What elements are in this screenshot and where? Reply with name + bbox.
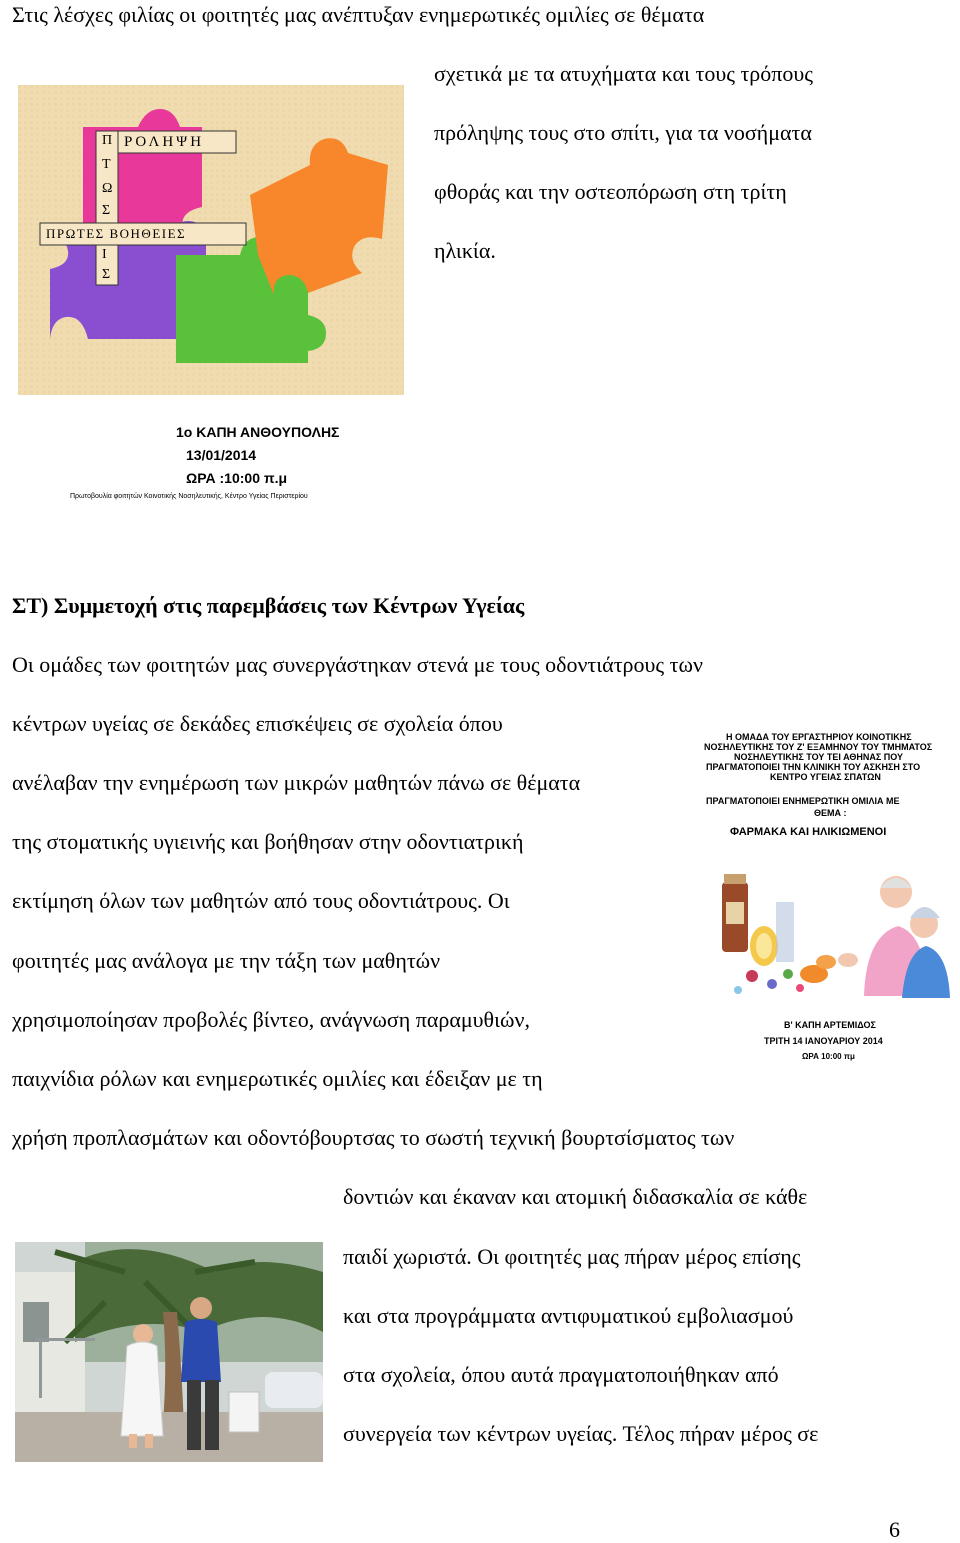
para2-line-5: εκτίμηση όλων των μαθητών από τους οδοντιάτρους. Οι xyxy=(12,888,510,913)
para1-line-5: ηλικία. xyxy=(434,238,496,263)
para2-line-4: της στοματικής υγιεινής και βοήθησαν στην οδοντιατρική xyxy=(12,829,524,854)
para2-line-1: Οι ομάδες των φοιτητών μας συνεργάστηκαν στενά με τους οδοντιάτρους των xyxy=(12,652,703,677)
poster-header-line: ΝΟΣΗΛΕΥΤΙΚΗΣ ΤΟΥ ΤΕΙ ΑΘΗΝΑΣ ΠΟΥ xyxy=(734,752,903,762)
para2-line-14: συνεργεία των κέντρων υγείας. Τέλος πήραν μέρος σε xyxy=(343,1421,819,1446)
para2-line-10: δοντιών και έκαναν και ατομική διδασκαλία σε κάθε xyxy=(343,1184,808,1209)
poster-date: ΤΡΙΤΗ 14 ΙΑΝΟΥΑΡΙΟΥ 2014 xyxy=(764,1036,883,1046)
poster-theme: ΦΑΡΜΑΚΑ ΚΑΙ ΗΛΙΚΙΩΜΕΝΟΙ xyxy=(730,826,887,838)
poster-header-line: ΝΟΣΗΛΕΥΤΙΚΗΣ ΤΟΥ Ζ' ΕΞΑΜΗΝΟΥ ΤΟΥ ΤΜΗΜΑΤΟΣ xyxy=(704,742,933,752)
puzzle-letter: Ω xyxy=(102,181,113,196)
para2-line-7: χρησιμοποίησαν προβολές βίντεο, ανάγνωση παραμυθιών, xyxy=(12,1007,530,1032)
poster-talk-line: ΠΡΑΓΜΑΤΟΠΟΙΕΙ ΕΝΗΜΕΡΩΤΙΚΗ ΟΜΙΛΙΑ ΜΕ xyxy=(706,796,900,806)
para1-line-3: πρόληψης τους στο σπίτι, για τα νοσήματα xyxy=(434,120,812,145)
puzzle-letter: Π xyxy=(102,133,113,148)
puzzle-caption-place: 1ο ΚΑΠΗ ΑΝΘΟΥΠΟΛΗΣ xyxy=(176,424,340,440)
para2-line-13: στα σχολεία, όπου αυτά πραγματοποιήθηκαν από xyxy=(343,1362,779,1387)
puzzle-word-prolipsi: ΡΟΛΗΨΗ xyxy=(124,134,205,150)
puzzle-poster-image xyxy=(18,85,404,395)
poster-theme-label: ΘΕΜΑ : xyxy=(814,808,847,818)
puzzle-letter: Τ xyxy=(102,157,111,172)
puzzle-letter: Σ xyxy=(102,203,111,218)
para1-line-1: Στις λέσχες φιλίας οι φοιτητές μας ανέπτυξαν ενημερωτικές ομιλίες σε θέματα xyxy=(12,2,705,27)
puzzle-letter: Σ xyxy=(102,267,111,282)
poster-header-line: Η ΟΜΑΔΑ ΤΟΥ ΕΡΓΑΣΤΗΡΙΟΥ ΚΟΙΝΟΤΙΚΗΣ xyxy=(726,732,912,742)
puzzle-word-protes: ΠΡΩΤΕΣ ΒΟΗΘΕΙΕΣ xyxy=(46,226,187,241)
puzzle-caption-date: 13/01/2014 xyxy=(186,447,257,463)
puzzle-letter: Ι xyxy=(102,247,107,262)
para2-line-6: φοιτητές μας ανάλογα με την τάξη των μαθητών xyxy=(12,948,441,973)
elderly-couple-illustration xyxy=(718,866,950,1000)
poster-header-line: ΚΕΝΤΡΟ ΥΓΕΙΑΣ ΣΠΑΤΩΝ xyxy=(770,772,881,782)
para1-line-2: σχετικά με τα ατυχήματα και τους τρόπους xyxy=(434,61,813,86)
puzzle-caption-credit: Πρωτοβουλία φοιτητών Κοινοτικής Νοσηλευτικής, Κέντρο Υγείας Περιστερίου xyxy=(70,493,308,500)
para2-line-3: ανέλαβαν την ενημέρωση των μικρών μαθητών πάνω σε θέματα xyxy=(12,770,581,795)
puzzle-caption-time: ΩΡΑ :10:00 π.μ xyxy=(186,470,288,486)
poster-place: Β' ΚΑΠΗ ΑΡΤΕΜΙΔΟΣ xyxy=(784,1020,876,1030)
poster-header-line: ΠΡΑΓΜΑΤΟΠΟΙΕΙ ΤΗΝ ΚΛΙΝΙΚΗ ΤΟΥ ΑΣΚΗΣΗ ΣΤΟ xyxy=(706,762,921,772)
poster-time: ΩΡΑ 10:00 πμ xyxy=(802,1052,855,1061)
para2-line-12: και στα προγράμματα αντιφυματικού εμβολιασμού xyxy=(343,1303,794,1328)
section-heading: ΣΤ) Συμμετοχή στις παρεμβάσεις των Κέντρων Υγείας xyxy=(12,593,525,618)
para2-line-8: παιχνίδια ρόλων και ενημερωτικές ομιλίες και έδειξαν με τη xyxy=(12,1066,543,1091)
para2-line-11: παιδί χωριστά. Οι φοιτητές μας πήραν μέρος επίσης xyxy=(343,1244,801,1269)
elderly-medication-poster xyxy=(700,730,958,1070)
para1-line-4: φθοράς και την οστεοπόρωση στη τρίτη xyxy=(434,179,787,204)
vaccination-photo xyxy=(15,1242,323,1462)
para2-line-9: χρήση προπλασμάτων και οδοντόβουρτσας το σωστή τεχνική βουρτσίσματος των xyxy=(12,1125,735,1150)
page-number: 6 xyxy=(889,1517,900,1542)
para2-line-2: κέντρων υγείας σε δεκάδες επισκέψεις σε σχολεία όπου xyxy=(12,711,503,736)
